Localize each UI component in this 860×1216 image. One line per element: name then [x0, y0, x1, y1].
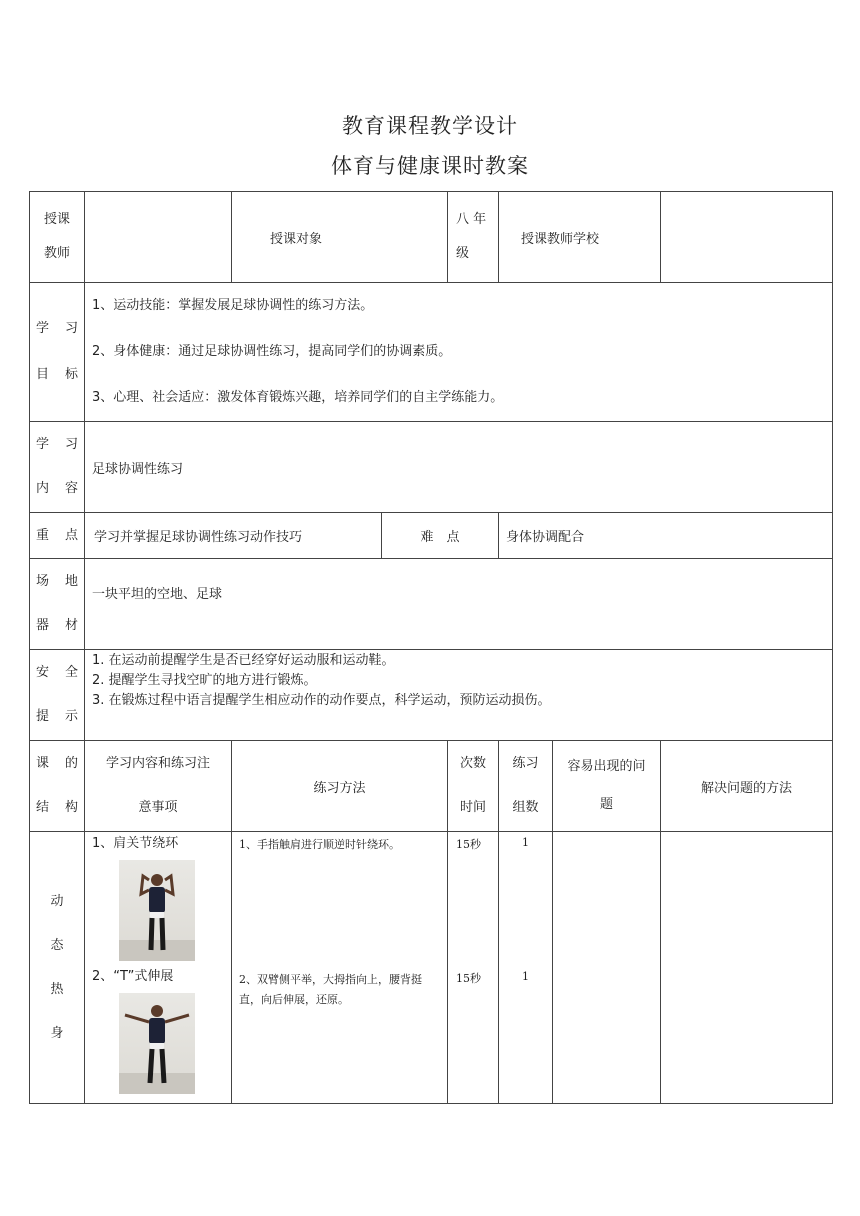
person-figure-icon [119, 993, 195, 1094]
difficulty-label: 难 点 [382, 513, 499, 559]
grade-value: 八 年 级 [448, 192, 499, 283]
difficulty-value: 身体协调配合 [499, 513, 833, 559]
warmup-method-cell [232, 832, 448, 1104]
safety-item: 2. 提醒学生寻找空旷的地方进行锻炼。 [92, 673, 317, 688]
warmup-item-name: 2、“T”式伸展 [92, 969, 174, 984]
venue-label: 场 地 器 材 [30, 559, 85, 650]
warmup-method: 2、双臂侧平举，大拇指向上，腰背挺直，向后伸展，还原。 [239, 973, 422, 1006]
col-problems-header: 容易出现的问 题 [553, 741, 661, 832]
col-content-header: 学习内容和练习注 意事项 [85, 741, 232, 832]
page-title: 教育课程教学设计 [342, 114, 518, 138]
col-sets-header: 练习 组数 [499, 741, 553, 832]
content-label: 学 习 内 容 [30, 422, 85, 513]
venue-value: 一块平坦的空地、足球 [85, 559, 833, 650]
warmup-sets: 1 [522, 836, 530, 849]
col-time-header: 次数 时间 [448, 741, 499, 832]
warmup-solutions-cell [661, 832, 833, 1104]
safety-item: 1. 在运动前提醒学生是否已经穿好运动服和运动鞋。 [92, 653, 395, 668]
safety-item: 3. 在锻炼过程中语言提醒学生相应动作的动作要点，科学运动，预防运动损伤。 [92, 693, 551, 708]
warmup-time-cell [448, 832, 499, 1104]
warmup-time: 15秒 [456, 838, 482, 851]
col-solutions-header: 解决问题的方法 [661, 741, 833, 832]
warmup-time: 15秒 [456, 972, 482, 985]
goals-label: 学 习 目 标 [30, 283, 85, 422]
goal-item: 3、心理、社会适应：激发体育锻炼兴趣，培养同学们的自主学练能力。 [92, 390, 504, 405]
goals-list [85, 283, 833, 422]
key-points-value: 学习并掌握足球协调性练习动作技巧 [85, 513, 382, 559]
teacher-label: 授课 教师 [30, 192, 85, 283]
warmup-problems-cell [553, 832, 661, 1104]
warmup-sets: 1 [522, 970, 530, 983]
lesson-plan-table [29, 191, 833, 1104]
warmup-item-name: 1、肩关节绕环 [92, 836, 179, 851]
target-label: 授课对象 [232, 192, 448, 283]
structure-label: 课 的 结 构 [30, 741, 85, 832]
goal-item: 1、运动技能：掌握发展足球协调性的练习方法。 [92, 298, 374, 313]
key-points-label: 重 点 [30, 513, 85, 559]
warmup-content-cell [85, 832, 232, 1104]
warmup-label: 动 态 热 身 [30, 832, 85, 1104]
teacher-value [85, 192, 232, 283]
person-figure-icon [119, 860, 195, 961]
school-label: 授课教师学校 [499, 192, 661, 283]
col-method-header: 练习方法 [232, 741, 448, 832]
content-value: 足球协调性练习 [85, 422, 833, 513]
page-subtitle: 体育与健康课时教案 [331, 154, 529, 178]
safety-list [85, 650, 833, 741]
t-stretch-photo [119, 993, 195, 1094]
safety-label: 安 全 提 示 [30, 650, 85, 741]
warmup-sets-cell [499, 832, 553, 1104]
goal-item: 2、身体健康：通过足球协调性练习，提高同学们的协调素质。 [92, 344, 452, 359]
shoulder-circle-photo [119, 860, 195, 961]
warmup-method: 1、手指触肩进行顺逆时针绕环。 [239, 838, 400, 851]
school-value [661, 192, 833, 283]
